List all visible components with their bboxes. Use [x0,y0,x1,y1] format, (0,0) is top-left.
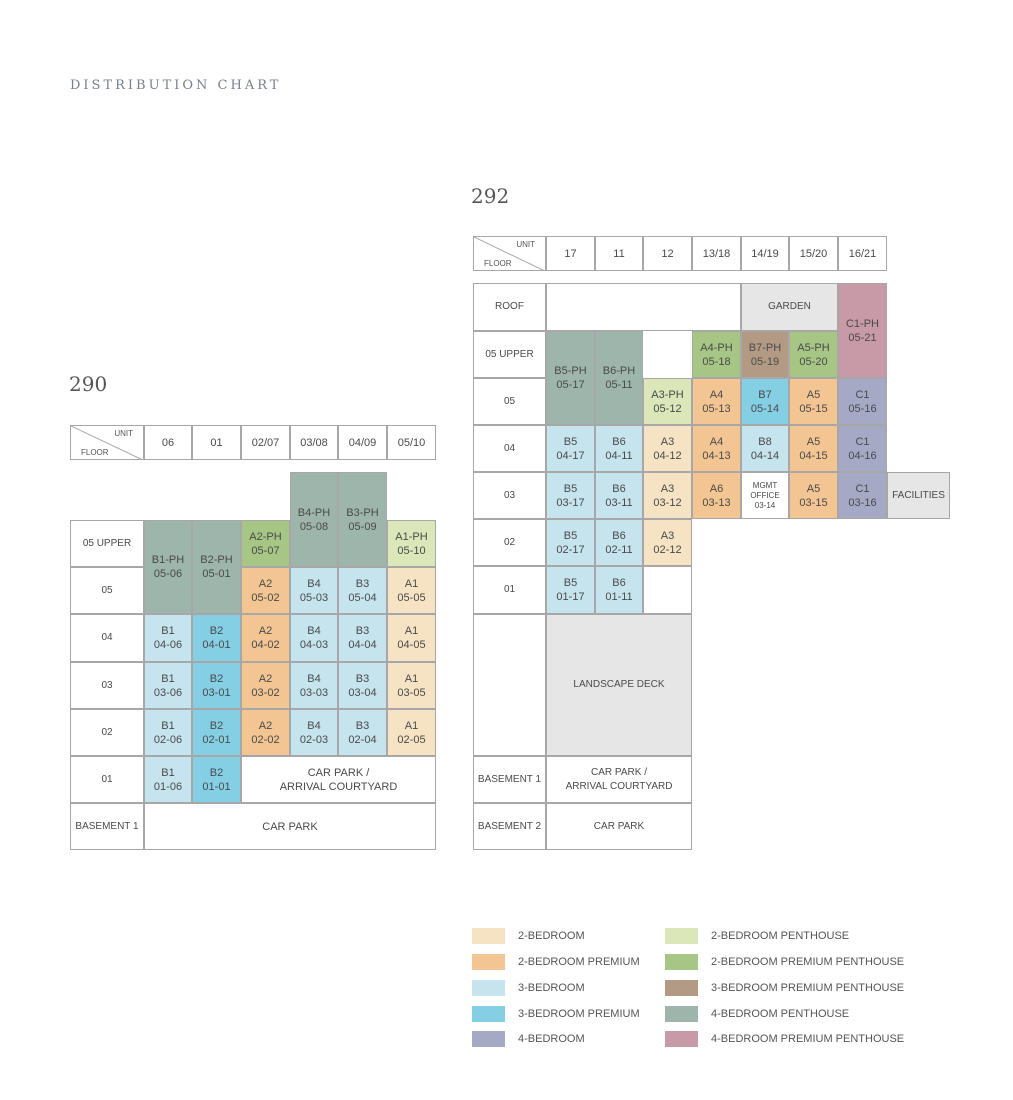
block-292-title: 292 [471,184,510,208]
unit-cell [789,472,838,519]
unit-header: 13/18 [692,236,741,271]
cell-text: A3 [660,529,675,542]
cell-text: 04-03 [299,639,329,651]
floor-label: 04 [70,614,144,662]
floor-label: 05 UPPER [70,520,144,567]
unit-cell [546,756,692,803]
cell-text: A4-PH [700,341,733,354]
unit-header: 12 [643,236,692,271]
cell-text: 03-15 [799,496,828,509]
cell-text: 05-15 [799,402,828,415]
cell-text: B3 [355,719,370,732]
unit-cell [643,566,692,614]
cell-text: 04-17 [556,449,585,462]
cell-text: A3-PH [651,388,684,401]
legend-item [665,954,904,970]
unit-cell [241,520,290,567]
floor-label: 03 [473,472,546,519]
cell-text: B2 [209,672,224,685]
cell-text: B5 [563,529,578,542]
unit-cell [546,519,595,566]
page-title: DISTRIBUTION CHART [70,78,282,93]
unit-cell [546,283,741,331]
cell-text: 05-09 [348,520,377,533]
unit-cell [144,520,192,614]
legend-swatch [665,928,698,944]
unit-cell [546,425,595,472]
cell-text: B8 [758,435,772,448]
cell-text: 04-13 [702,449,731,462]
legend-swatch [472,1031,505,1047]
cell-text: B4 [307,625,321,637]
cell-text: 03-12 [653,496,682,509]
unit-cell [887,472,950,519]
cell-text: 03-06 [153,686,183,699]
cell-text: B5 [563,482,578,495]
cell-text: 05-11 [605,379,633,391]
unit-cell [741,283,838,331]
cell-text: B1 [161,625,175,637]
cell-text: 03-16 [848,496,877,509]
cell-text: A2 [258,719,273,732]
unit-cell [192,756,241,803]
cell-text: 02-02 [251,733,280,746]
unit-header: 06 [144,425,192,460]
unit-cell [338,662,387,709]
unit-cell [290,472,338,567]
cell-text: 04-14 [750,449,780,462]
unit-header: 17 [546,236,595,271]
legend-label: 2-BEDROOM PENTHOUSE [711,930,850,942]
cell-text: 03-01 [202,686,231,699]
unit-cell [643,519,692,566]
cell-text: A1 [404,672,419,685]
legend-label: 2-BEDROOM PREMIUM PENTHOUSE [711,956,905,968]
cell-text: A2 [258,625,273,637]
unit-label: UNIT [516,240,535,249]
floor-label: BASEMENT 1 [473,756,546,803]
cell-text: LANDSCAPE DECK [573,679,665,690]
cell-text: CAR PARK [262,820,318,833]
cell-text: A3 [660,435,675,448]
cell-text: 04-16 [848,449,877,462]
cell-text: 04-02 [251,639,280,651]
cell-text: 01-01 [202,780,231,793]
cell-text: 03-11 [605,496,633,509]
legend-item [665,1006,849,1022]
cell-text: 05-19 [750,355,780,368]
cell-text: 01-11 [605,591,633,603]
cell-text: ARRIVAL COURTYARD [279,780,398,793]
legend-label: 4-BEDROOM PREMIUM PENTHOUSE [711,1033,905,1045]
unit-cell [192,709,241,756]
cell-text: B2 [209,625,224,637]
cell-text: B6 [612,435,626,448]
cell-text: A5 [806,435,821,448]
cell-text: C1 [855,435,870,448]
legend-swatch [472,954,505,970]
cell-text: A4 [709,388,724,401]
cell-text: 05-14 [750,402,780,415]
unit-cell [741,425,789,472]
cell-text: A2 [258,577,273,590]
floor-label: 02 [70,709,144,756]
legend-item [472,928,585,944]
unit-header: 03/08 [290,425,338,460]
cell-text: B6 [612,577,626,589]
cell-text: 02-11 [605,543,633,556]
cell-text: 04-04 [348,639,377,651]
floor-label: BASEMENT 1 [70,803,144,850]
legend-swatch [665,980,698,996]
cell-text: 05-04 [348,591,377,604]
cell-text: 05-08 [299,520,329,533]
unit-cell [144,662,192,709]
cell-text: B4 [307,577,321,590]
unit-cell [595,566,643,614]
cell-text: B6-PH [602,365,636,377]
unit-cell [789,425,838,472]
unit-cell [144,756,192,803]
cell-text: A2-PH [249,530,282,543]
cell-text: A1 [404,625,419,637]
floor-label: 03 [70,662,144,709]
cell-text: 03-05 [397,686,426,699]
cell-text: A5 [806,388,821,401]
cell-text: C1-PH [845,317,879,330]
cell-text: 03-13 [702,496,731,509]
cell-text: 05-20 [799,355,828,368]
cell-text: MGMT [752,480,778,490]
cell-text: A6 [709,482,724,495]
unit-cell [290,662,338,709]
cell-text: B7-PH [748,341,782,354]
unit-cell [692,331,741,378]
unit-cell [546,331,595,425]
unit-cell [643,378,692,425]
unit-cell [741,331,789,378]
unit-cell [192,614,241,662]
table-corner-header [70,425,144,460]
floor-label: 05 UPPER [473,331,546,378]
cell-text: B7 [758,388,772,401]
legend-swatch [472,980,505,996]
cell-text: 04-06 [153,639,183,651]
cell-text: B2 [209,719,224,732]
unit-cell [838,378,887,425]
cell-text: 02-12 [653,543,682,556]
unit-cell [338,709,387,756]
cell-text: B5-PH [554,365,587,377]
legend-item [472,1031,585,1047]
cell-text: 03-03 [299,686,329,699]
legend-label: 3-BEDROOM [518,982,585,994]
unit-cell [692,425,741,472]
unit-cell [546,803,692,850]
cell-text: B3 [355,577,370,590]
cell-text: 04-11 [605,449,633,462]
cell-text: 05-06 [153,568,183,580]
unit-cell [643,425,692,472]
unit-cell [241,756,436,803]
cell-text: CAR PARK / [591,766,647,778]
unit-cell [144,709,192,756]
unit-cell [789,378,838,425]
cell-text: 03-02 [251,686,280,699]
floor-label: 04 [473,425,546,472]
cell-text: B6 [612,482,626,495]
cell-text: CAR PARK / [307,766,370,779]
unit-cell [595,425,643,472]
unit-cell [692,378,741,425]
legend-label: 2-BEDROOM PREMIUM [518,956,640,968]
legend-swatch [665,954,698,970]
floor-label: FLOOR [484,259,512,268]
unit-cell [643,472,692,519]
unit-cell [595,519,643,566]
cell-text: 04-05 [397,639,426,651]
unit-cell [387,662,436,709]
legend-item [472,980,585,996]
cell-text: 03-14 [754,500,776,510]
cell-text: 02-05 [397,733,426,746]
cell-text: 02-17 [556,543,585,556]
cell-text: A2 [258,672,273,685]
cell-text: 04-01 [202,639,231,651]
unit-cell [387,567,436,614]
cell-text: A1 [404,577,419,590]
unit-cell [595,331,643,425]
floor-label: 01 [473,566,546,614]
unit-cell [338,567,387,614]
cell-text: B6 [612,529,626,542]
floor-label: 05 [473,378,546,425]
cell-text: B1-PH [151,554,185,566]
unit-cell [192,662,241,709]
cell-text: 05-05 [397,591,426,604]
unit-cell [838,472,887,519]
floor-label: ROOF [473,283,546,331]
unit-cell [741,472,789,519]
cell-text: ARRIVAL COURTYARD [565,780,673,792]
unit-header: 11 [595,236,643,271]
cell-text: A1 [404,719,419,732]
cell-text: B4-PH [297,506,331,519]
floor-label: FLOOR [81,448,109,457]
cell-text: GARDEN [768,301,811,312]
legend-item [665,928,849,944]
cell-text: 05-03 [299,591,329,604]
cell-text: C1 [855,482,870,495]
cell-text: 03-17 [556,496,585,509]
cell-text: B3-PH [346,506,379,519]
cell-text: 01-06 [153,780,183,793]
unit-header: 01 [192,425,241,460]
legend-label: 2-BEDROOM [518,930,585,942]
cell-text: 05-07 [251,544,280,557]
unit-cell [290,709,338,756]
cell-text: 02-03 [299,733,329,746]
unit-cell [338,472,387,567]
unit-header: 14/19 [741,236,789,271]
cell-text: 05-16 [848,402,877,415]
unit-cell [241,614,290,662]
unit-cell [595,472,643,519]
cell-text: A1-PH [395,530,428,543]
cell-text: FACILITIES [892,489,945,501]
unit-header: 02/07 [241,425,290,460]
cell-text: B5 [563,577,578,589]
unit-header: 05/10 [387,425,436,460]
unit-cell [546,472,595,519]
cell-text: B4 [307,672,321,685]
unit-label: UNIT [114,429,133,438]
cell-text: 02-04 [348,733,377,746]
legend-item [472,954,640,970]
legend-label: 4-BEDROOM PENTHOUSE [711,1008,850,1020]
cell-text: B1 [161,719,175,732]
cell-text: B3 [355,625,370,637]
unit-cell [546,566,595,614]
legend-swatch [665,1031,698,1047]
cell-text: 05-18 [702,355,731,368]
cell-text: B2 [209,766,224,779]
unit-cell [241,709,290,756]
table-corner-header [473,236,546,271]
cell-text: 01-17 [556,591,585,603]
cell-text: 02-01 [202,733,231,746]
legend-swatch [472,1006,505,1022]
cell-text: OFFICE [750,490,780,500]
unit-cell [144,614,192,662]
cell-text: CAR PARK [593,820,645,832]
cell-text: 03-04 [348,686,377,699]
cell-text: A5 [806,482,821,495]
cell-text: 04-15 [799,449,828,462]
cell-text: 02-06 [153,733,183,746]
legend-item [472,1006,640,1022]
unit-cell [387,709,436,756]
cell-text: C1 [855,388,870,401]
floor-label: 01 [70,756,144,803]
cell-text: 05-12 [653,402,682,415]
block-290-title: 290 [69,372,108,396]
floor-label: 05 [70,567,144,614]
unit-cell [338,614,387,662]
unit-cell [838,425,887,472]
legend-label: 3-BEDROOM PREMIUM PENTHOUSE [711,982,905,994]
unit-header: 16/21 [838,236,887,271]
unit-cell [741,378,789,425]
cell-text: B2-PH [200,554,233,566]
cell-text: B5 [563,435,578,448]
legend-label: 4-BEDROOM [518,1033,585,1045]
cell-text: 05-10 [397,544,426,557]
floor-label-blank [473,614,546,756]
unit-cell [387,614,436,662]
legend-item [665,980,904,996]
unit-cell [692,472,741,519]
cell-text: 05-21 [848,331,877,344]
unit-header: 04/09 [338,425,387,460]
unit-cell [192,520,241,614]
legend-item [665,1031,904,1047]
legend-label: 3-BEDROOM PREMIUM [518,1008,640,1020]
floor-label: 02 [473,519,546,566]
cell-text: B4 [307,719,321,732]
cell-text: 04-12 [653,449,682,462]
cell-text: B1 [161,672,175,685]
cell-text: B3 [355,672,370,685]
cell-text: 05-02 [251,591,280,604]
legend-swatch [665,1006,698,1022]
unit-header: 15/20 [789,236,838,271]
cell-text: 05-13 [702,402,731,415]
legend-swatch [472,928,505,944]
cell-text: A3 [660,482,675,495]
cell-text: A5-PH [797,341,830,354]
floor-label: BASEMENT 2 [473,803,546,850]
unit-cell [144,803,436,850]
unit-cell [290,614,338,662]
cell-text: 05-01 [202,568,231,580]
unit-cell [241,662,290,709]
unit-cell [290,567,338,614]
unit-cell [387,520,436,567]
cell-text: 05-17 [556,379,585,391]
cell-text: A4 [709,435,724,448]
unit-cell [546,614,692,756]
unit-cell [241,567,290,614]
cell-text: B1 [161,766,175,779]
unit-cell [838,283,887,378]
unit-cell [789,331,838,378]
